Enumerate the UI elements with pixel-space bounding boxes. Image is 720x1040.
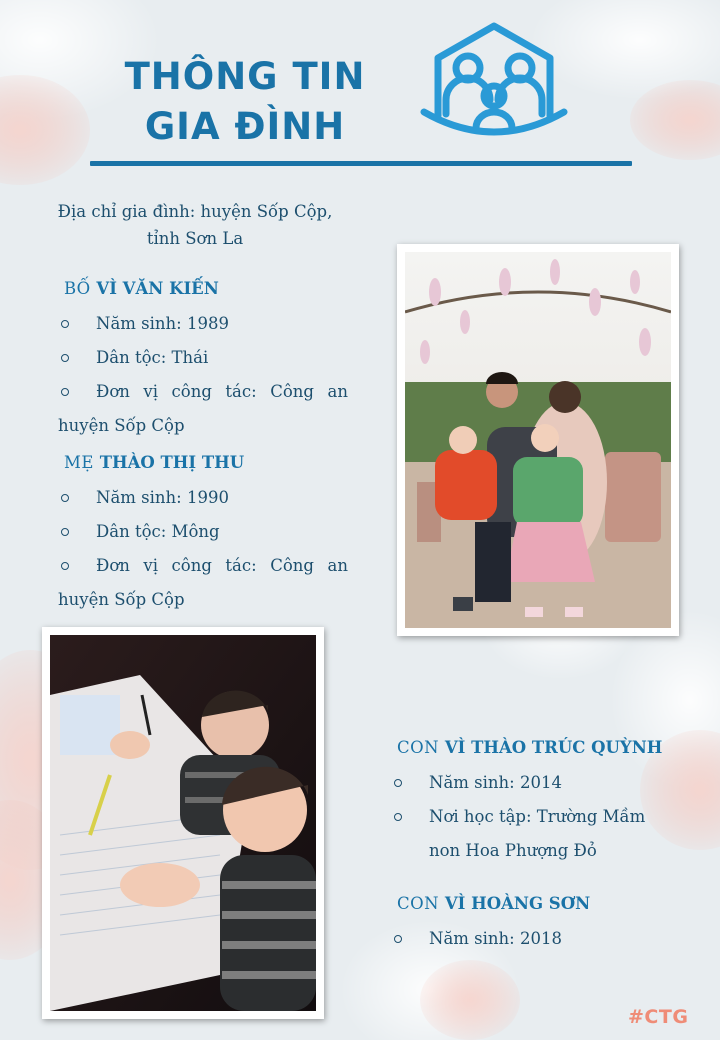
child2-info-list (391, 922, 681, 956)
father-info-list (58, 307, 348, 443)
family-address (40, 198, 350, 252)
child1-birth-year: Năm sinh: 2014 (391, 766, 681, 800)
father-name: VÌ VĂN KIẾN (96, 279, 219, 298)
mother-prefix: MẸ (64, 453, 94, 472)
word: an (327, 556, 348, 575)
child1-school-line-2: non Hoa Phượng Đỏ (429, 841, 597, 860)
word: vị (143, 556, 159, 575)
mother-workplace-line-2: huyện Sốp Cộp (58, 590, 185, 609)
child1-school (391, 800, 681, 868)
mother-heading (64, 453, 244, 472)
family-photo-image (405, 252, 671, 628)
word: an (327, 382, 348, 401)
title-line-2: GIA ĐÌNH (144, 105, 346, 148)
address-line-2: tỉnh Sơn La (146, 229, 244, 248)
child2-birth-year: Năm sinh: 2018 (391, 922, 681, 956)
child2-name: VÌ HOÀNG SƠN (444, 894, 591, 913)
father-prefix: BỐ (64, 279, 91, 298)
address-line-1: Địa chỉ gia đình: huyện Sốp Cộp, (57, 202, 333, 221)
child1-school-line-1: Nơi học tập: Trường Mầm (429, 807, 646, 826)
children-photo-image (50, 635, 316, 1011)
family-house-icon (416, 18, 572, 146)
word: Đơn (96, 382, 130, 401)
family-photo (397, 244, 679, 636)
word: công (171, 556, 212, 575)
child1-info-list (391, 766, 681, 868)
mother-workplace-line-1 (96, 549, 348, 583)
page-title (110, 52, 380, 152)
word: tác: (225, 382, 257, 401)
mother-workplace (58, 549, 348, 617)
child1-name: VÌ THÀO TRÚC QUỲNH (444, 738, 663, 757)
child1-heading (397, 738, 662, 757)
father-birth-year: Năm sinh: 1989 (58, 307, 348, 341)
word: công (171, 382, 212, 401)
father-workplace-line-1 (96, 375, 348, 409)
title-divider (90, 161, 632, 166)
word: vị (143, 382, 159, 401)
word: tác: (225, 556, 257, 575)
child2-prefix: CON (397, 894, 440, 913)
word: Công (270, 382, 314, 401)
hashtag: #CTG (628, 1006, 689, 1028)
mother-info-list (58, 481, 348, 617)
word: Đơn (96, 556, 130, 575)
word: Công (270, 556, 314, 575)
child1-prefix: CON (397, 738, 440, 757)
mother-ethnicity: Dân tộc: Mông (58, 515, 348, 549)
father-heading (64, 279, 219, 298)
father-workplace (58, 375, 348, 443)
mother-name: THÀO THỊ THU (99, 453, 245, 472)
father-ethnicity: Dân tộc: Thái (58, 341, 348, 375)
children-photo (42, 627, 324, 1019)
child2-heading (397, 894, 590, 913)
title-line-1: THÔNG TIN (124, 55, 366, 98)
father-workplace-line-2: huyện Sốp Cộp (58, 416, 185, 435)
mother-birth-year: Năm sinh: 1990 (58, 481, 348, 515)
